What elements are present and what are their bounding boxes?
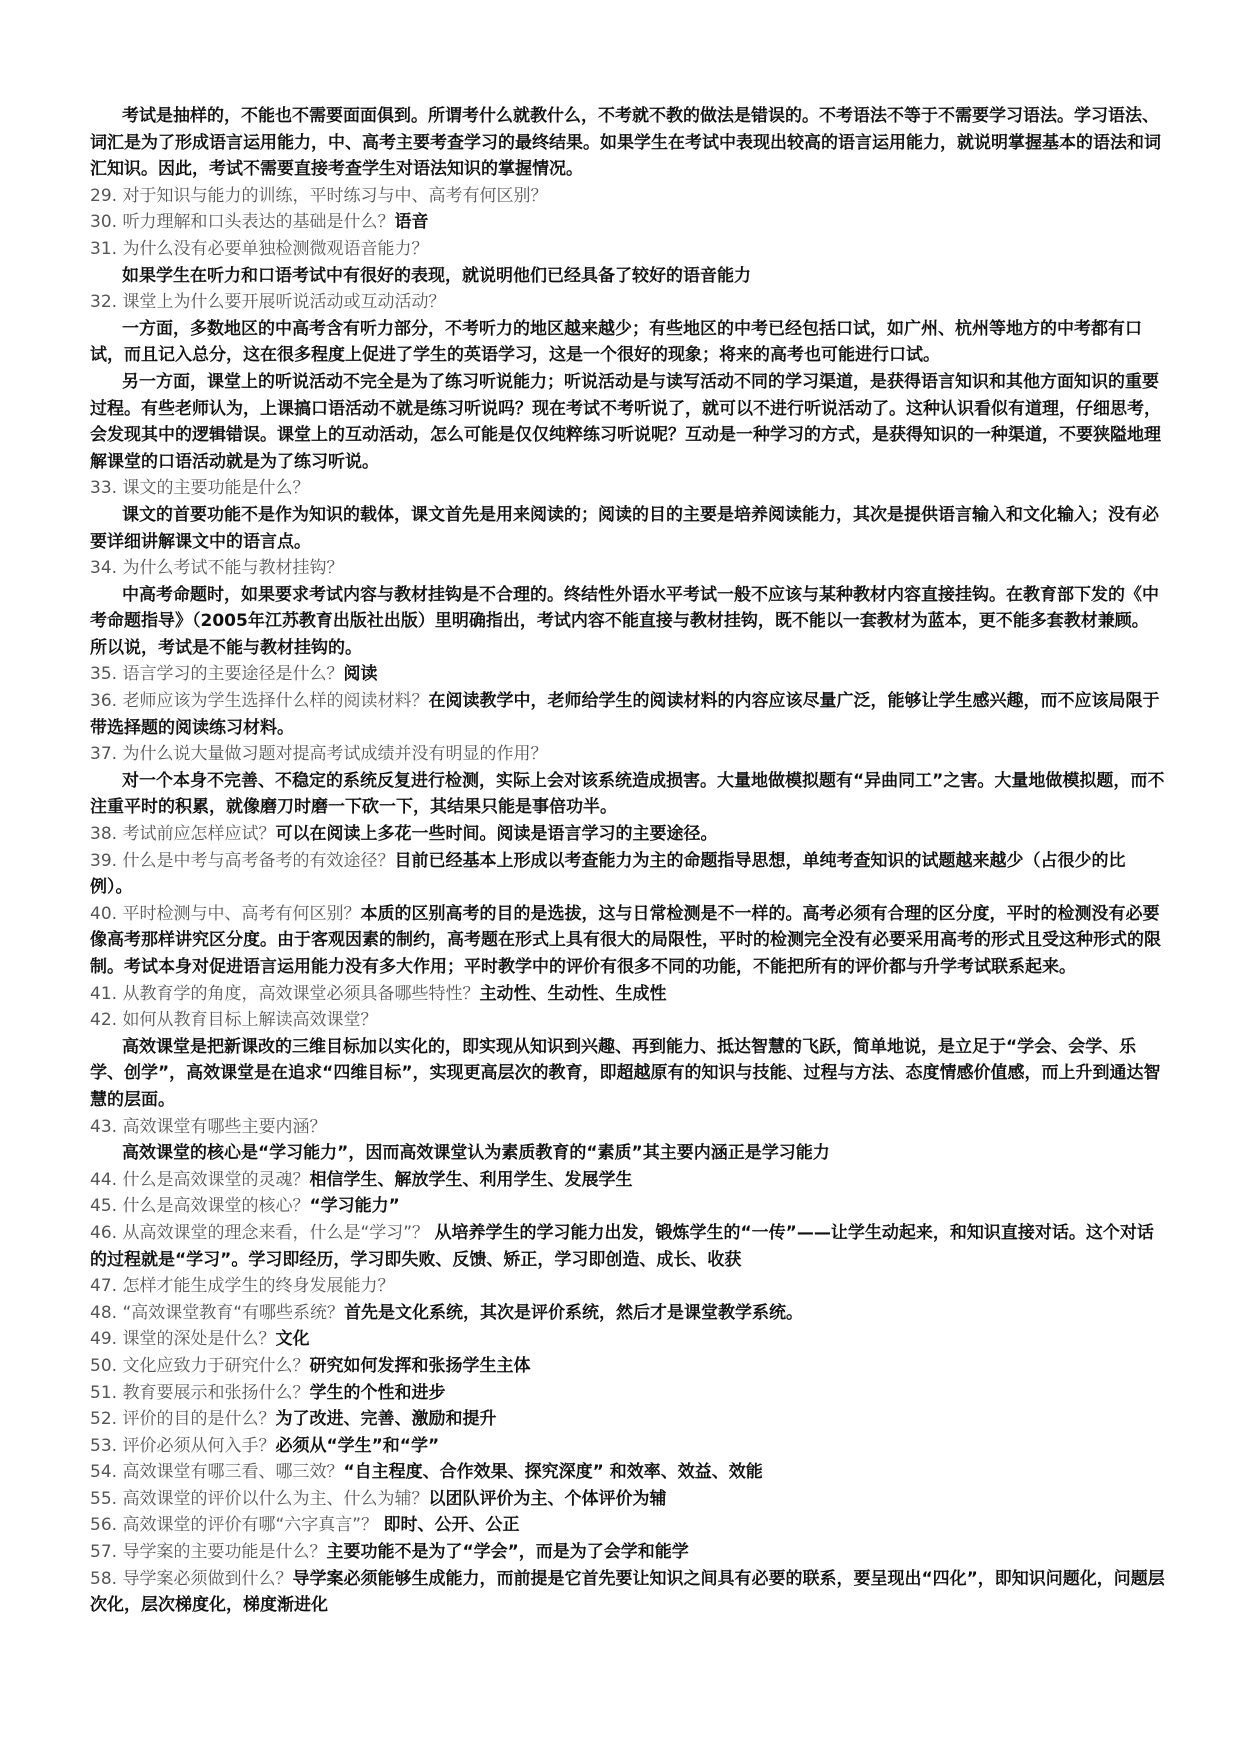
question-text: 36. 老师应该为学生选择什么样的阅读材料？ [90, 691, 429, 712]
answer-text: 目前已经基本上形成以考查能力为主的命题指导思想，单纯考查知识的试题越来越少（占很少的比例）。 [90, 850, 1126, 898]
answer-text: 即时、公开、公正 [383, 1515, 520, 1536]
answer-text: 语音 [394, 212, 429, 233]
document-body [90, 103, 1165, 1619]
qa-item [90, 741, 1165, 768]
question-text: 52. 评价的目的是什么？ [90, 1409, 276, 1430]
qa-item [90, 848, 1165, 901]
qa-item [90, 1459, 1165, 1486]
question-text: 58. 导学案必须做到什么？ [90, 1568, 293, 1589]
answer-paragraph: 高效课堂是把新课改的三维目标加以实化的，即实现从知识到兴趣、再到能力、抵达智慧的飞跃，简单地说，是立足于“学会、会学、乐学、创学”，高效课堂是在追求“四维目标”，实现更高层次的教育，即超越原有的知识与技能、过程与方法、态度情感价值感，而上升到通达智慧的层面。 [90, 1036, 1161, 1110]
qa-item [90, 1273, 1165, 1300]
qa-item [90, 1326, 1165, 1353]
question-text: 33. 课文的主要功能是什么？ [90, 478, 310, 499]
qa-item [90, 236, 1165, 263]
answer-paragraph: 如果学生在听力和口语考试中有很好的表现，就说明他们已经具备了较好的语音能力 [122, 265, 751, 286]
qa-item [90, 1486, 1165, 1513]
answer-paragraph: 另一方面，课堂上的听说活动不完全是为了练习听说能力；听说活动是与读写活动不同的学习渠道，是获得语言知识和其他方面知识的重要过程。有些老师认为，上课搞口语活动不就是练习听说吗？现在考试不考听说了，就可以不进行听说活动了。这种认识看似有道理，仔细思考，会发现其中的逻辑错误。课堂上的互动活动，怎么可能是仅仅纯粹练习听说呢？互动是一种学习的方式，是获得知识的一种渠道，不要狭隘地理解课堂的口语活动就是为了练习听说。 [90, 371, 1161, 472]
qa-item [90, 1566, 1165, 1619]
answer-text: 相信学生、解放学生、利用学生、发展学生 [309, 1169, 633, 1190]
question-text: 34. 为什么考试不能与教材挂钩？ [90, 558, 344, 579]
qa-item [90, 1433, 1165, 1460]
question-text: 30. 听力理解和口头表达的基础是什么？ [90, 212, 395, 233]
question-text: 54. 高效课堂有哪三看、哪三效？ [90, 1462, 344, 1483]
qa-item [90, 1193, 1165, 1220]
qa-item [90, 901, 1165, 981]
qa-item [90, 688, 1165, 741]
question-text: 40. 平时检测与中、高考有何区别？ [90, 903, 361, 924]
answer-text: 主要功能不是为了“学会”，而是为了会学和能学 [326, 1542, 689, 1563]
question-text: 31. 为什么没有必要单独检测微观语音能力？ [90, 238, 429, 259]
answer-text: 导学案必须能够生成能力，而前提是它首先要让知识之间具有必要的联系，要呈现出“四化”，即知识问题化，问题层次化，层次梯度化，梯度渐进化 [90, 1568, 1165, 1616]
question-text: 46. 从高效课堂的理念来看，什么是“学习”？ [90, 1222, 435, 1243]
answer-paragraph: 高效课堂的核心是“学习能力”，因而高效课堂认为素质教育的“素质”其主要内涵正是学习能力 [122, 1143, 830, 1164]
qa-item [90, 1380, 1165, 1407]
qa-item [90, 1220, 1165, 1273]
question-text: 49. 课堂的深处是什么？ [90, 1329, 276, 1350]
answer-text: 为了改进、完善、激励和提升 [275, 1409, 497, 1430]
answer-text: 从培养学生的学习能力出发，锻炼学生的“一传”——让学生动起来，和知识直接对话。这个对话的过程就是“学习”。学习即经历，学习即失败、反馈、矫正，学习即创造、成长、收获 [90, 1222, 1154, 1270]
qa-item [90, 475, 1165, 502]
question-text: 51. 教育要展示和张扬什么？ [90, 1382, 310, 1403]
question-text: 39. 什么是中考与高考备考的有效途径？ [90, 850, 395, 871]
answer-text: 可以在阅读上多花一些时间。阅读是语言学习的主要途径。 [275, 824, 718, 845]
question-text: 48. “高效课堂教育“有哪些系统？ [90, 1302, 345, 1323]
question-text: 55. 高效课堂的评价以什么为主、什么为辅？ [90, 1488, 429, 1509]
answer-text: “学习能力” [309, 1196, 400, 1217]
question-text: 41. 从教育学的角度，高效课堂必须具备哪些特性？ [90, 983, 480, 1004]
answer-text: 首先是文化系统，其次是评价系统，然后才是课堂教学系统。 [344, 1302, 804, 1323]
answer-text: 研究如何发挥和张扬学生主体 [309, 1355, 531, 1376]
question-text: 50. 文化应致力于研究什么？ [90, 1355, 310, 1376]
question-text: 38. 考试前应怎样应试？ [90, 824, 276, 845]
answer-text: 必须从“学生”和“学” [275, 1435, 440, 1456]
answer-text: 文化 [275, 1329, 310, 1350]
qa-item [90, 183, 1165, 210]
question-text: 42. 如何从教育目标上解读高效课堂？ [90, 1010, 378, 1031]
qa-item [90, 1300, 1165, 1327]
answer-text: 以团队评价为主、个体评价为辅 [428, 1488, 667, 1509]
question-text: 32. 课堂上为什么要开展听说活动或互动活动？ [90, 292, 446, 313]
qa-item [90, 821, 1165, 848]
answer-text: 主动性、生动性、生成性 [479, 983, 667, 1004]
answer-text: “自主程度、合作效果、探究深度” 和效率、效益、效能 [343, 1462, 763, 1483]
question-text: 37. 为什么说大量做习题对提高考试成绩并没有明显的作用？ [90, 744, 548, 765]
answer-text: 在阅读教学中，老师给学生的阅读材料的内容应该尽量广泛，能够让学生感兴趣，而不应该局限于带选择题的阅读练习材料。 [90, 691, 1160, 738]
answer-text: 阅读 [343, 664, 378, 685]
qa-item [90, 1007, 1165, 1034]
qa-item [90, 1167, 1165, 1194]
question-text: 53. 评价必须从何入手？ [90, 1435, 276, 1456]
answer-paragraph: 课文的首要功能不是作为知识的载体，课文首先是用来阅读的；阅读的目的主要是培养阅读能力，其次是提供语言输入和文化输入；没有必要详细讲解课文中的语言点。 [90, 504, 1159, 552]
question-text: 57. 导学案的主要功能是什么？ [90, 1542, 327, 1563]
question-text: 45. 什么是高效课堂的核心？ [90, 1196, 310, 1217]
question-text: 47. 怎样才能生成学生的终身发展能力？ [90, 1276, 395, 1297]
question-text: 43. 高效课堂有哪些主要内涵？ [90, 1116, 327, 1137]
qa-item [90, 289, 1165, 316]
question-text: 56. 高效课堂的评价有哪“六字真言”？ [90, 1515, 384, 1536]
answer-paragraph: 中高考命题时，如果要求考试内容与教材挂钩是不合理的。终结性外语水平考试一般不应该与某种教材内容直接挂钩。在教育部下发的《中考命题指导》（2005年江苏教育出版社出版）里明确指出，考试内容不能直接与教材挂钩，既不能以一套教材为蓝本，更不能多套教材兼顾。所以说，考试是不能与教材挂钩的。 [90, 584, 1159, 658]
qa-item [90, 555, 1165, 582]
answer-text: 学生的个性和进步 [309, 1382, 446, 1403]
qa-item [90, 1512, 1165, 1539]
qa-item [90, 1539, 1165, 1566]
qa-item [90, 981, 1165, 1008]
qa-item [90, 1114, 1165, 1141]
question-text: 29. 对于知识与能力的训练，平时练习与中、高考有何区别？ [90, 185, 548, 206]
answer-paragraph: 一方面，多数地区的中高考含有听力部分，不考听力的地区越来越少；有些地区的中考已经包括口试，如广州、杭州等地方的中考都有口试，而且记入总分，这在很多程度上促进了学生的英语学习，这是一个很好的现象；将来的高考也可能进行口试。 [90, 318, 1142, 366]
qa-item [90, 661, 1165, 688]
question-text: 35. 语言学习的主要途径是什么？ [90, 664, 344, 685]
answer-paragraph: 对一个本身不完善、不稳定的系统反复进行检测，实际上会对该系统造成损害。大量地做模拟题有“异曲同工”之害。大量地做模拟题，而不注重平时的积累，就像磨刀时磨一下砍一下，其结果只能是事倍功半。 [90, 770, 1165, 818]
qa-item [90, 209, 1165, 236]
qa-item [90, 1353, 1165, 1380]
answer-paragraph: 考试是抽样的，不能也不需要面面俱到。所谓考什么就教什么，不考就不教的做法是错误的。不考语法不等于不需要学习语法。学习语法、词汇是为了形成语言运用能力，中、高考主要考查学习的最终结果。如果学生在考试中表现出较高的语言运用能力，就说明掌握基本的语法和词汇知识。因此，考试不需要直接考查学生对语法知识的掌握情况。 [90, 106, 1161, 180]
qa-item [90, 1406, 1165, 1433]
answer-text: 本质的区别高考的目的是选拔，这与日常检测是不一样的。高考必须有合理的区分度，平时的检测没有必要像高考那样讲究区分度。由于客观因素的制约，高考题在形式上具有很大的局限性，平时的检测完全没有必要采用高考的形式且受这种形式的限制。考试本身对促进语言运用能力没有多大作用；平时教学中的评价有很多不同的功能，不能把所有的评价都与升学考试联系起来。 [90, 903, 1161, 977]
question-text: 44. 什么是高效课堂的灵魂？ [90, 1169, 310, 1190]
